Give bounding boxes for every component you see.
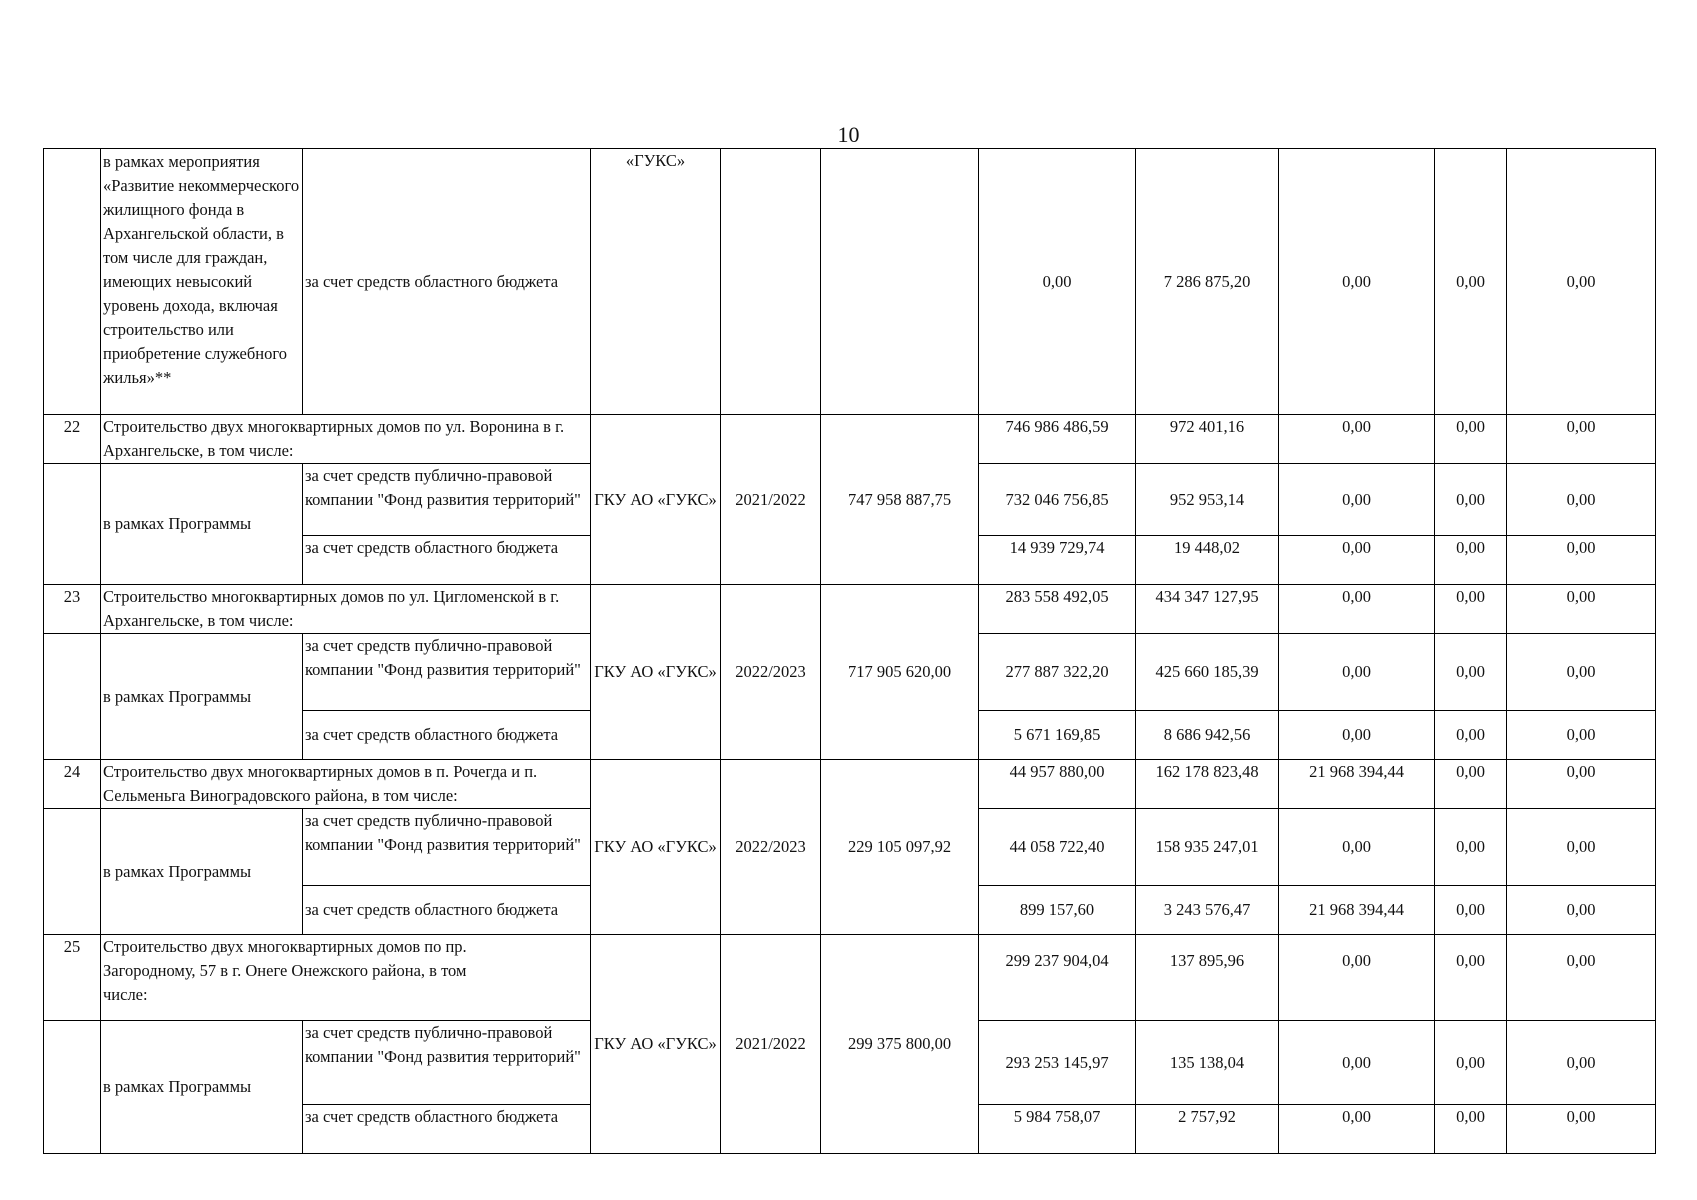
value-cell: 14 939 729,74 <box>979 536 1136 585</box>
value-cell: 0,00 <box>1435 1105 1507 1154</box>
value-cell: 0,00 <box>1435 760 1507 809</box>
value-cell: 2 757,92 <box>1136 1105 1279 1154</box>
number-cell <box>44 1021 101 1154</box>
value-cell: 135 138,04 <box>1136 1021 1279 1105</box>
value-cell: 0,00 <box>1435 149 1507 415</box>
funding-source-cell: за счет средств областного бюджета <box>303 149 591 415</box>
number-cell <box>44 464 101 585</box>
funding-source-cell: за счет средств публично-правовой компании "Фонд развития территорий" <box>303 634 591 711</box>
number-cell <box>44 149 101 415</box>
value-cell: 0,00 <box>1507 536 1656 585</box>
value-cell: 0,00 <box>1279 634 1435 711</box>
value-cell: 299 237 904,04 <box>979 935 1136 1021</box>
executor-cell: ГКУ АО «ГУКС» <box>591 760 721 935</box>
total-cost-cell <box>821 149 979 415</box>
value-cell: 0,00 <box>1507 585 1656 634</box>
funding-source-cell: за счет средств областного бюджета <box>303 886 591 935</box>
value-cell: 434 347 127,95 <box>1136 585 1279 634</box>
event-name-cell: в рамках мероприятия «Развитие некоммерческого жилищного фонда в Архангельской области, в том числе для граждан, имеющих невысокий уровень дохода, включая строительство или приобретение служебного жилья»** <box>101 149 303 415</box>
value-cell: 0,00 <box>1279 536 1435 585</box>
item-number: 24 <box>44 760 101 809</box>
value-cell: 0,00 <box>1435 464 1507 536</box>
value-cell: 0,00 <box>1507 886 1656 935</box>
value-cell: 0,00 <box>1279 711 1435 760</box>
value-cell: 0,00 <box>1435 634 1507 711</box>
item-title: Строительство двух многоквартирных домов по пр. Загородному, 57 в г. Онеге Онежского района, в том числе: <box>101 935 591 1021</box>
value-cell: 21 968 394,44 <box>1279 760 1435 809</box>
value-cell: 0,00 <box>1507 711 1656 760</box>
value-cell: 0,00 <box>1279 935 1435 1021</box>
period-cell: 2021/2022 <box>721 415 821 585</box>
table-row <box>44 935 1656 1021</box>
value-cell: 0,00 <box>1435 935 1507 1021</box>
value-cell: 0,00 <box>1435 536 1507 585</box>
total-cost-cell: 229 105 097,92 <box>821 760 979 935</box>
value-cell: 0,00 <box>1507 149 1656 415</box>
table-row <box>44 149 1656 415</box>
total-cost-cell: 299 375 800,00 <box>821 935 979 1154</box>
value-cell: 21 968 394,44 <box>1279 886 1435 935</box>
period-cell <box>721 149 821 415</box>
value-cell: 425 660 185,39 <box>1136 634 1279 711</box>
value-cell: 0,00 <box>1435 1021 1507 1105</box>
value-cell: 8 686 942,56 <box>1136 711 1279 760</box>
value-cell: 0,00 <box>1435 809 1507 886</box>
value-cell: 0,00 <box>1435 415 1507 464</box>
value-cell: 162 178 823,48 <box>1136 760 1279 809</box>
value-cell: 5 984 758,07 <box>979 1105 1136 1154</box>
item-number: 23 <box>44 585 101 634</box>
item-number: 22 <box>44 415 101 464</box>
value-cell: 0,00 <box>979 149 1136 415</box>
value-cell: 293 253 145,97 <box>979 1021 1136 1105</box>
value-cell: 7 286 875,20 <box>1136 149 1279 415</box>
value-cell: 732 046 756,85 <box>979 464 1136 536</box>
period-cell: 2021/2022 <box>721 935 821 1154</box>
item-number: 25 <box>44 935 101 1021</box>
value-cell: 0,00 <box>1507 760 1656 809</box>
value-cell: 0,00 <box>1279 1021 1435 1105</box>
value-cell: 746 986 486,59 <box>979 415 1136 464</box>
value-cell: 0,00 <box>1279 464 1435 536</box>
value-cell: 0,00 <box>1279 809 1435 886</box>
value-cell: 0,00 <box>1507 1105 1656 1154</box>
value-cell: 0,00 <box>1507 464 1656 536</box>
funding-source-cell: за счет средств публично-правовой компании "Фонд развития территорий" <box>303 464 591 536</box>
value-cell: 0,00 <box>1279 585 1435 634</box>
period-cell: 2022/2023 <box>721 585 821 760</box>
executor-cell: ГКУ АО «ГУКС» <box>591 935 721 1154</box>
value-cell: 0,00 <box>1507 1021 1656 1105</box>
budget-table <box>43 148 1656 1154</box>
value-cell: 3 243 576,47 <box>1136 886 1279 935</box>
value-cell: 899 157,60 <box>979 886 1136 935</box>
item-title: Строительство многоквартирных домов по ул. Цигломенской в г. Архангельске, в том числе: <box>101 585 591 634</box>
value-cell: 0,00 <box>1435 585 1507 634</box>
funding-source-cell: за счет средств областного бюджета <box>303 711 591 760</box>
program-label: в рамках Программы <box>101 1021 303 1154</box>
executor-cell: ГКУ АО «ГУКС» <box>591 415 721 585</box>
value-cell: 158 935 247,01 <box>1136 809 1279 886</box>
funding-source-cell: за счет средств областного бюджета <box>303 536 591 585</box>
value-cell: 283 558 492,05 <box>979 585 1136 634</box>
value-cell: 952 953,14 <box>1136 464 1279 536</box>
executor-cell: ГКУ АО «ГУКС» <box>591 585 721 760</box>
value-cell: 0,00 <box>1507 935 1656 1021</box>
value-cell: 0,00 <box>1507 809 1656 886</box>
page-number: 10 <box>837 122 860 147</box>
value-cell: 972 401,16 <box>1136 415 1279 464</box>
value-cell: 0,00 <box>1435 711 1507 760</box>
total-cost-cell: 747 958 887,75 <box>821 415 979 585</box>
value-cell: 277 887 322,20 <box>979 634 1136 711</box>
value-cell: 0,00 <box>1279 1105 1435 1154</box>
table-row <box>44 585 1656 634</box>
value-cell: 0,00 <box>1279 415 1435 464</box>
value-cell: 44 957 880,00 <box>979 760 1136 809</box>
funding-source-cell: за счет средств публично-правовой компании "Фонд развития территорий" <box>303 809 591 886</box>
value-cell: 19 448,02 <box>1136 536 1279 585</box>
number-cell <box>44 809 101 935</box>
item-title: Строительство двух многоквартирных домов по ул. Воронина в г. Архангельске, в том числе: <box>101 415 591 464</box>
value-cell: 0,00 <box>1507 415 1656 464</box>
table-row <box>44 760 1656 809</box>
program-label: в рамках Программы <box>101 634 303 760</box>
funding-source-cell: за счет средств областного бюджета <box>303 1105 591 1154</box>
table-row <box>44 415 1656 464</box>
total-cost-cell: 717 905 620,00 <box>821 585 979 760</box>
value-cell: 0,00 <box>1435 886 1507 935</box>
number-cell <box>44 634 101 760</box>
value-cell: 137 895,96 <box>1136 935 1279 1021</box>
value-cell: 0,00 <box>1279 149 1435 415</box>
value-cell: 0,00 <box>1507 634 1656 711</box>
executor-cell: «ГУКС» <box>591 149 721 415</box>
item-title: Строительство двух многоквартирных домов в п. Рочегда и п. Сельменьга Виноградовского района, в том числе: <box>101 760 591 809</box>
period-cell: 2022/2023 <box>721 760 821 935</box>
funding-source-cell: за счет средств публично-правовой компании "Фонд развития территорий" <box>303 1021 591 1105</box>
value-cell: 5 671 169,85 <box>979 711 1136 760</box>
program-label: в рамках Программы <box>101 809 303 935</box>
program-label: в рамках Программы <box>101 464 303 585</box>
value-cell: 44 058 722,40 <box>979 809 1136 886</box>
